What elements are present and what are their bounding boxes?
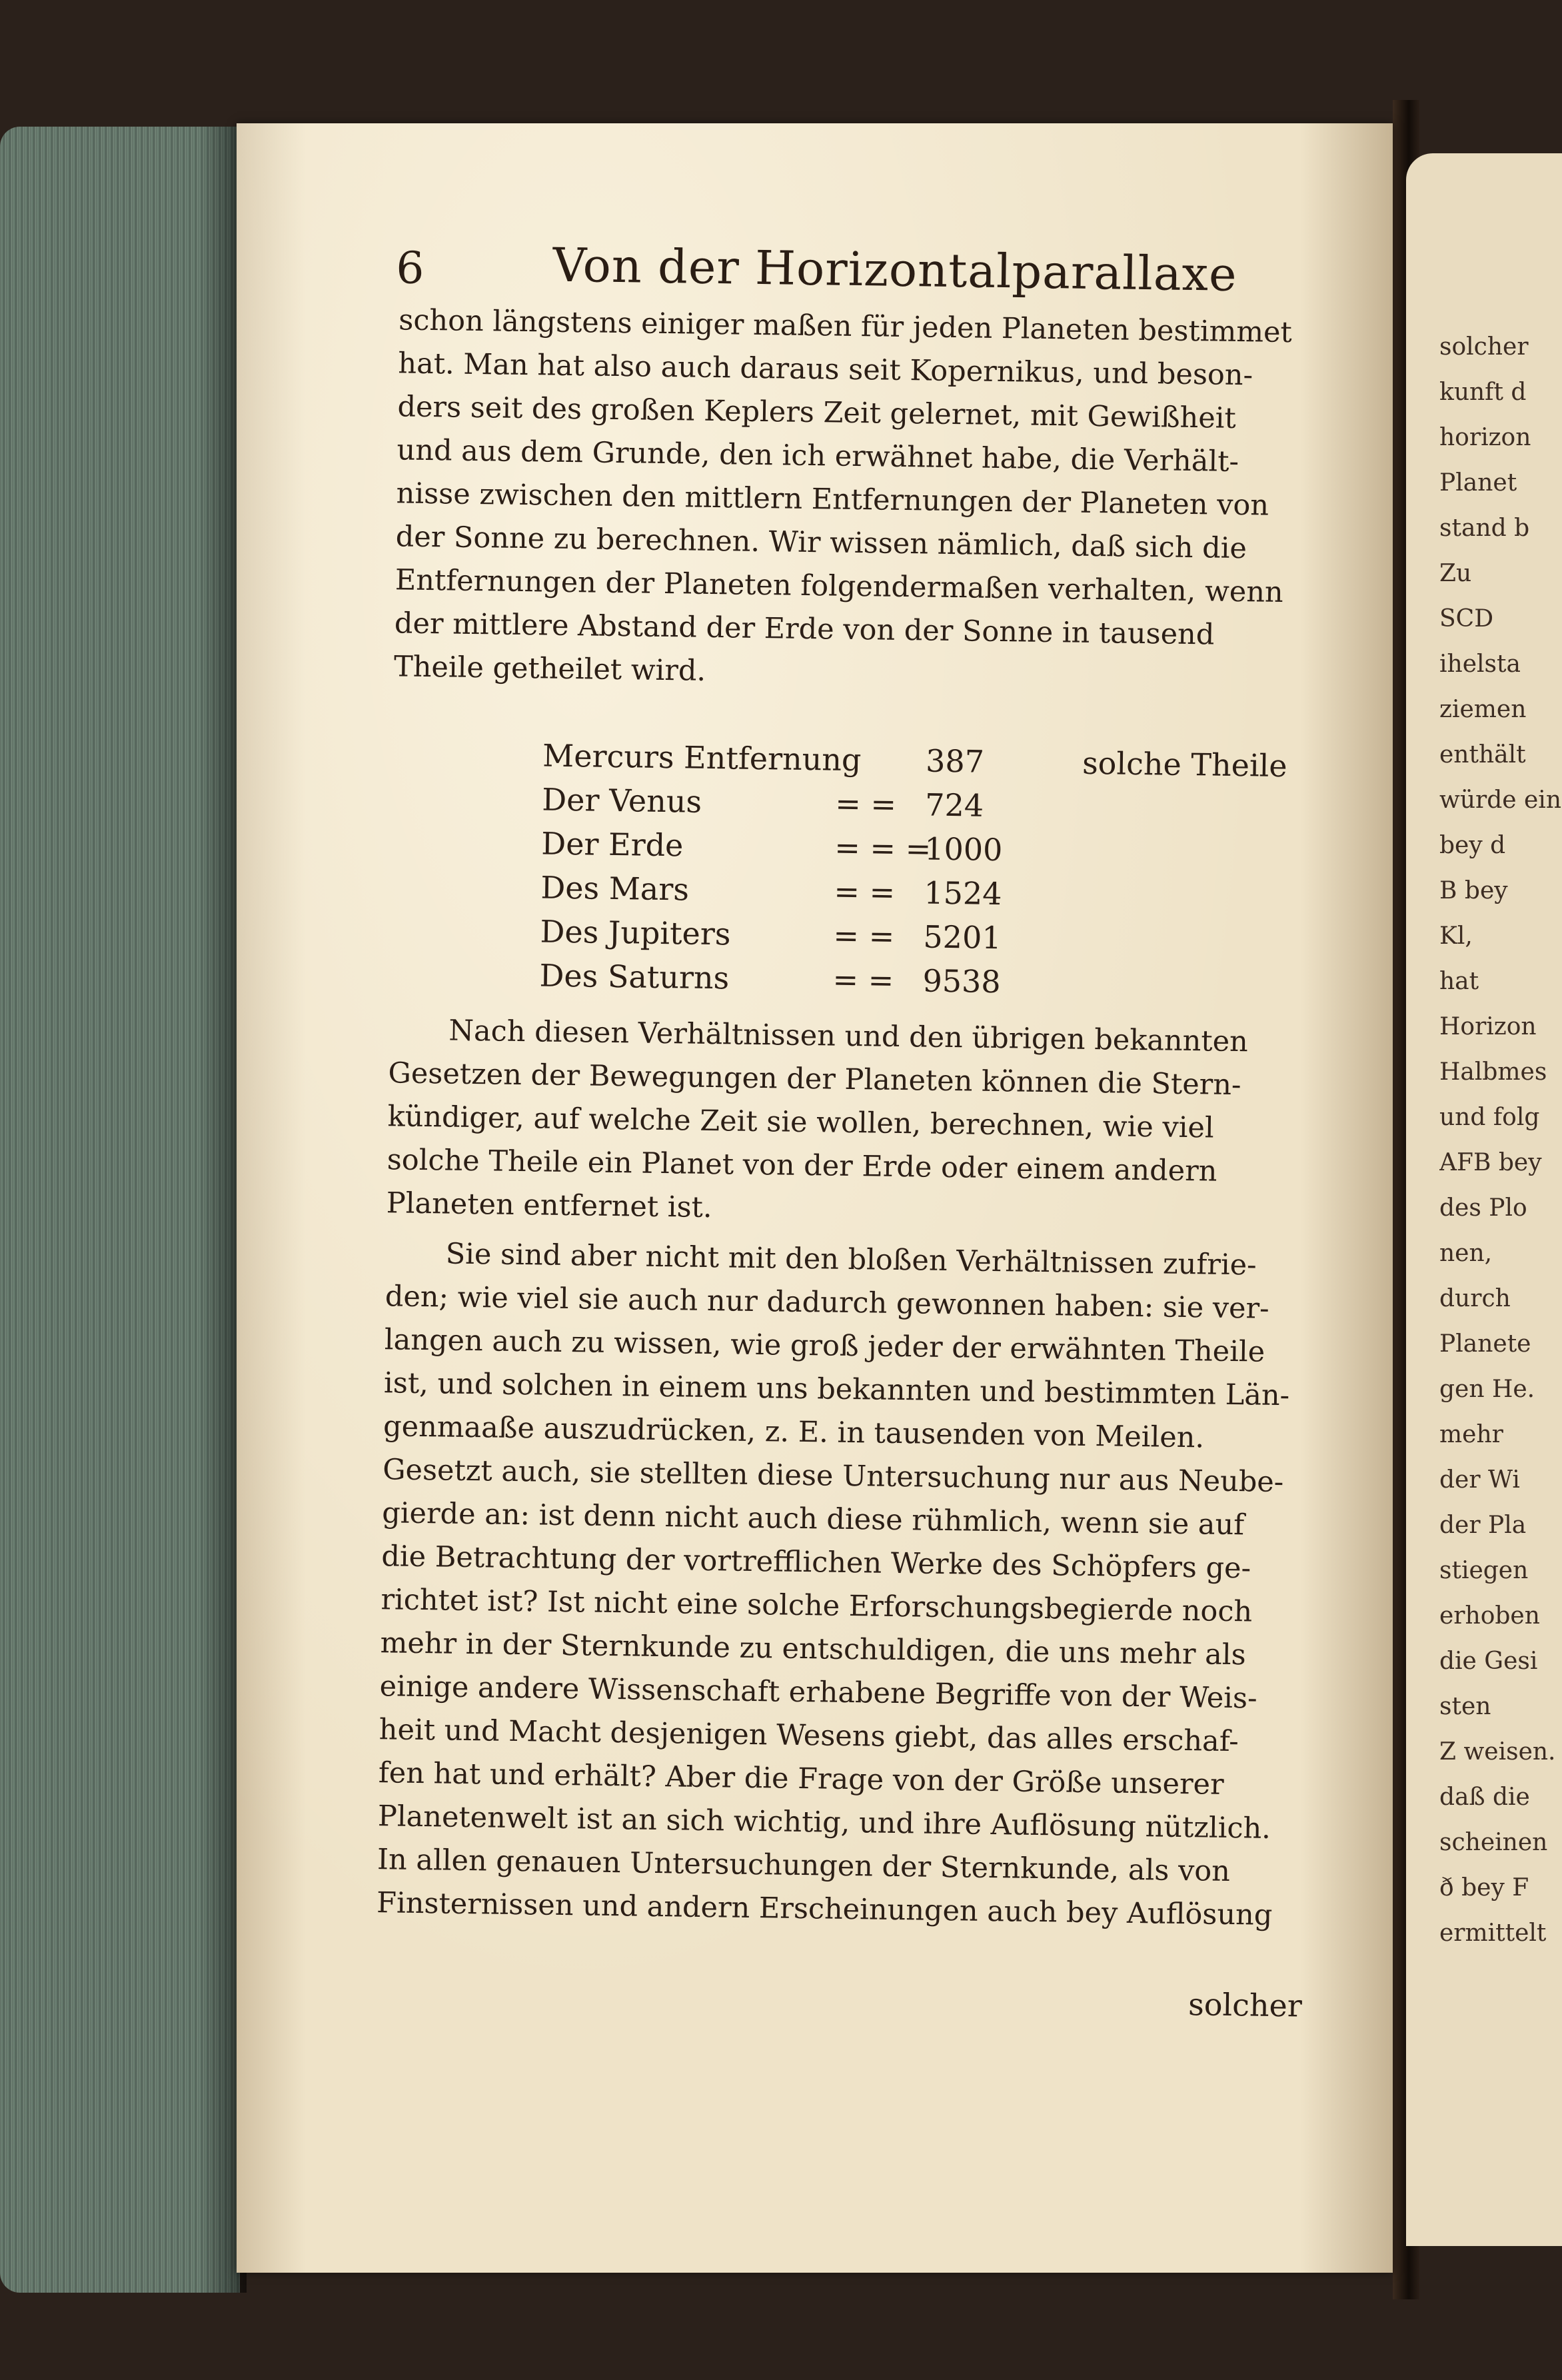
facing-page-line: ð bey F (1439, 1874, 1529, 1901)
text-line: Planeten entfernet ist. (386, 1186, 712, 1225)
table-row (540, 869, 1002, 913)
table-row (541, 825, 1003, 869)
distance-unit: solche Theile (1082, 744, 1287, 784)
text-line: solche Theile ein Planet von der Erde oder einem andern (387, 1143, 1217, 1188)
text-line: Nach diesen Verhältnissen und den übrigen bekannten (448, 1014, 1249, 1059)
facing-page-line: Zu (1439, 560, 1472, 587)
facing-page-line: bey d (1439, 832, 1506, 859)
ditto-marks: = = (834, 785, 897, 822)
text-line: Gesetzen der Bewegungen der Planeten können die Stern- (388, 1056, 1241, 1102)
distance-value: 5201 (923, 918, 1002, 956)
text-line: Entfernungen der Planeten folgendermaßen verhalten, wenn (394, 563, 1284, 609)
planet-label: Mercurs Entfernung (542, 737, 862, 778)
text-line: schon längstens einiger maßen für jeden Planeten bestimmet (398, 303, 1293, 350)
distance-value: 724 (924, 786, 984, 824)
facing-page-line: Z weisen. (1439, 1738, 1556, 1766)
planet-label: Des Saturns (539, 957, 730, 996)
text-line: gierde an: ist denn nicht auch diese rühmlich, wenn sie auf (382, 1496, 1245, 1542)
facing-page-line: gen He. (1439, 1376, 1535, 1403)
ditto-marks: = = (832, 961, 894, 998)
text-line: In allen genauen Untersuchungen der Sternkunde, als von (377, 1843, 1231, 1889)
text-line: Finsternissen und andern Erscheinungen auch bey Auflösung (376, 1886, 1273, 1932)
facing-page-line: AFB bey (1439, 1149, 1542, 1176)
paragraph-2 (386, 1008, 1335, 1238)
paragraph-3 (377, 1232, 1332, 1938)
facing-page-line: erhoben (1439, 1602, 1540, 1630)
facing-page-line: hat (1439, 968, 1479, 995)
text-line: mehr in der Sternkunde zu entschuldigen, die uns mehr als (380, 1626, 1246, 1672)
text-line: kündiger, auf welche Zeit sie wollen, berechnen, wie viel (387, 1100, 1215, 1145)
planet-label: Des Mars (540, 869, 690, 908)
facing-page-line: stiegen (1439, 1557, 1529, 1584)
facing-page-line: des Plo (1439, 1194, 1527, 1222)
facing-page-line: sten (1439, 1693, 1491, 1720)
facing-page-line: horizon (1439, 424, 1531, 451)
page-number: 6 (395, 242, 424, 294)
text-line: einige andere Wissenschaft erhabene Begriffe von der Weis- (379, 1670, 1257, 1716)
facing-page-line: B bey (1439, 877, 1508, 904)
planet-label: Des Jupiters (540, 913, 731, 952)
facing-page-line: die Gesi (1439, 1648, 1538, 1675)
text-line: nisse zwischen den mittlern Entfernungen der Planeten von (396, 477, 1269, 523)
text-line: Gesetzt auch, sie stellten diese Untersuchung nur aus Neube- (382, 1453, 1284, 1500)
text-line: den; wie viel sie auch nur dadurch gewonnen haben: sie ver- (385, 1280, 1270, 1326)
table-row (542, 737, 1287, 784)
text-line: heit und Macht desjenigen Wesens giebt, das alles erschaf- (379, 1713, 1239, 1759)
facing-page-line: der Wi (1439, 1466, 1520, 1494)
facing-page-line: Planete (1439, 1330, 1531, 1358)
text-line: Planetenwelt ist an sich wichtig, und ihre Auflösung nützlich. (377, 1799, 1271, 1845)
facing-page-line: Halbmes (1439, 1058, 1547, 1086)
text-line: Sie sind aber nicht mit den bloßen Verhältnissen zufrie- (445, 1237, 1257, 1282)
facing-page-line: ihelsta (1439, 650, 1521, 678)
text-line: der Sonne zu berechnen. Wir wissen nämlich, daß sich die (395, 520, 1247, 566)
running-title: Von der Horizontalparallaxe (552, 237, 1238, 302)
facing-page-line: Planet (1439, 469, 1517, 497)
facing-page-line: solcher (1439, 333, 1529, 361)
facing-page-line: kunft d (1439, 379, 1527, 406)
text-line: fen hat und erhält? Aber die Frage von der Größe unserer (378, 1756, 1224, 1801)
text-line: ders seit des großen Keplers Zeit gelernet, mit Gewißheit (397, 390, 1237, 435)
facing-page-line: nen, (1439, 1240, 1493, 1267)
distance-value: 9538 (922, 962, 1002, 1000)
distance-value: 1000 (924, 830, 1003, 868)
text-line: Theile getheilet wird. (393, 650, 706, 688)
text-line: der mittlere Abstand der Erde von der Sonne in tausend (394, 606, 1215, 652)
facing-page-line: ermittelt (1439, 1919, 1547, 1947)
catchword: solcher (1187, 1986, 1303, 2024)
facing-page-line: ziemen (1439, 696, 1527, 723)
facing-page-line: und folg (1439, 1104, 1540, 1131)
facing-page-line: scheinen (1439, 1829, 1548, 1856)
text-line: ist, und solchen in einem uns bekannten und bestimmten Län- (383, 1366, 1290, 1413)
text-line: langen auch zu wissen, wie groß jeder der erwähnten Theile (384, 1323, 1265, 1369)
text-line: genmaaße auszudrücken, z. E. in tausenden von Meilen. (383, 1410, 1205, 1455)
paragraph-1 (394, 299, 1345, 702)
facing-page-line: enthält (1439, 741, 1526, 768)
text-line: die Betrachtung der vortrefflichen Werke des Schöpfers ge- (381, 1540, 1251, 1586)
ditto-marks: = = = (834, 829, 932, 867)
text-line: und aus dem Grunde, den ich erwähnet habe, die Verhält- (396, 433, 1239, 479)
facing-page-line: durch (1439, 1285, 1511, 1312)
planet-label: Der Erde (541, 825, 684, 864)
text-line: richtet ist? Ist nicht eine solche Erforschungsbegierde noch (381, 1583, 1253, 1629)
table-row (539, 957, 1002, 1001)
planet-distance-table (539, 737, 1287, 1001)
facing-page-line: der Pla (1439, 1512, 1527, 1539)
facing-page-line: daß die (1439, 1784, 1530, 1811)
facing-page-line: würde ein (1439, 786, 1562, 814)
distance-value: 1524 (924, 874, 1002, 912)
ditto-marks: = = (833, 917, 895, 954)
facing-page-line: mehr (1439, 1421, 1503, 1448)
facing-page-line: Kl, (1439, 922, 1473, 950)
distance-value: 387 (925, 742, 985, 780)
text-line: hat. Man hat also auch daraus seit Kopernikus, und beson- (398, 347, 1253, 393)
facing-page-line: SCD (1439, 605, 1494, 632)
facing-page-line: Horizon (1439, 1013, 1537, 1040)
facing-page-line: stand b (1439, 515, 1530, 542)
planet-label: Der Venus (541, 781, 702, 820)
ditto-marks: = = (834, 873, 896, 910)
